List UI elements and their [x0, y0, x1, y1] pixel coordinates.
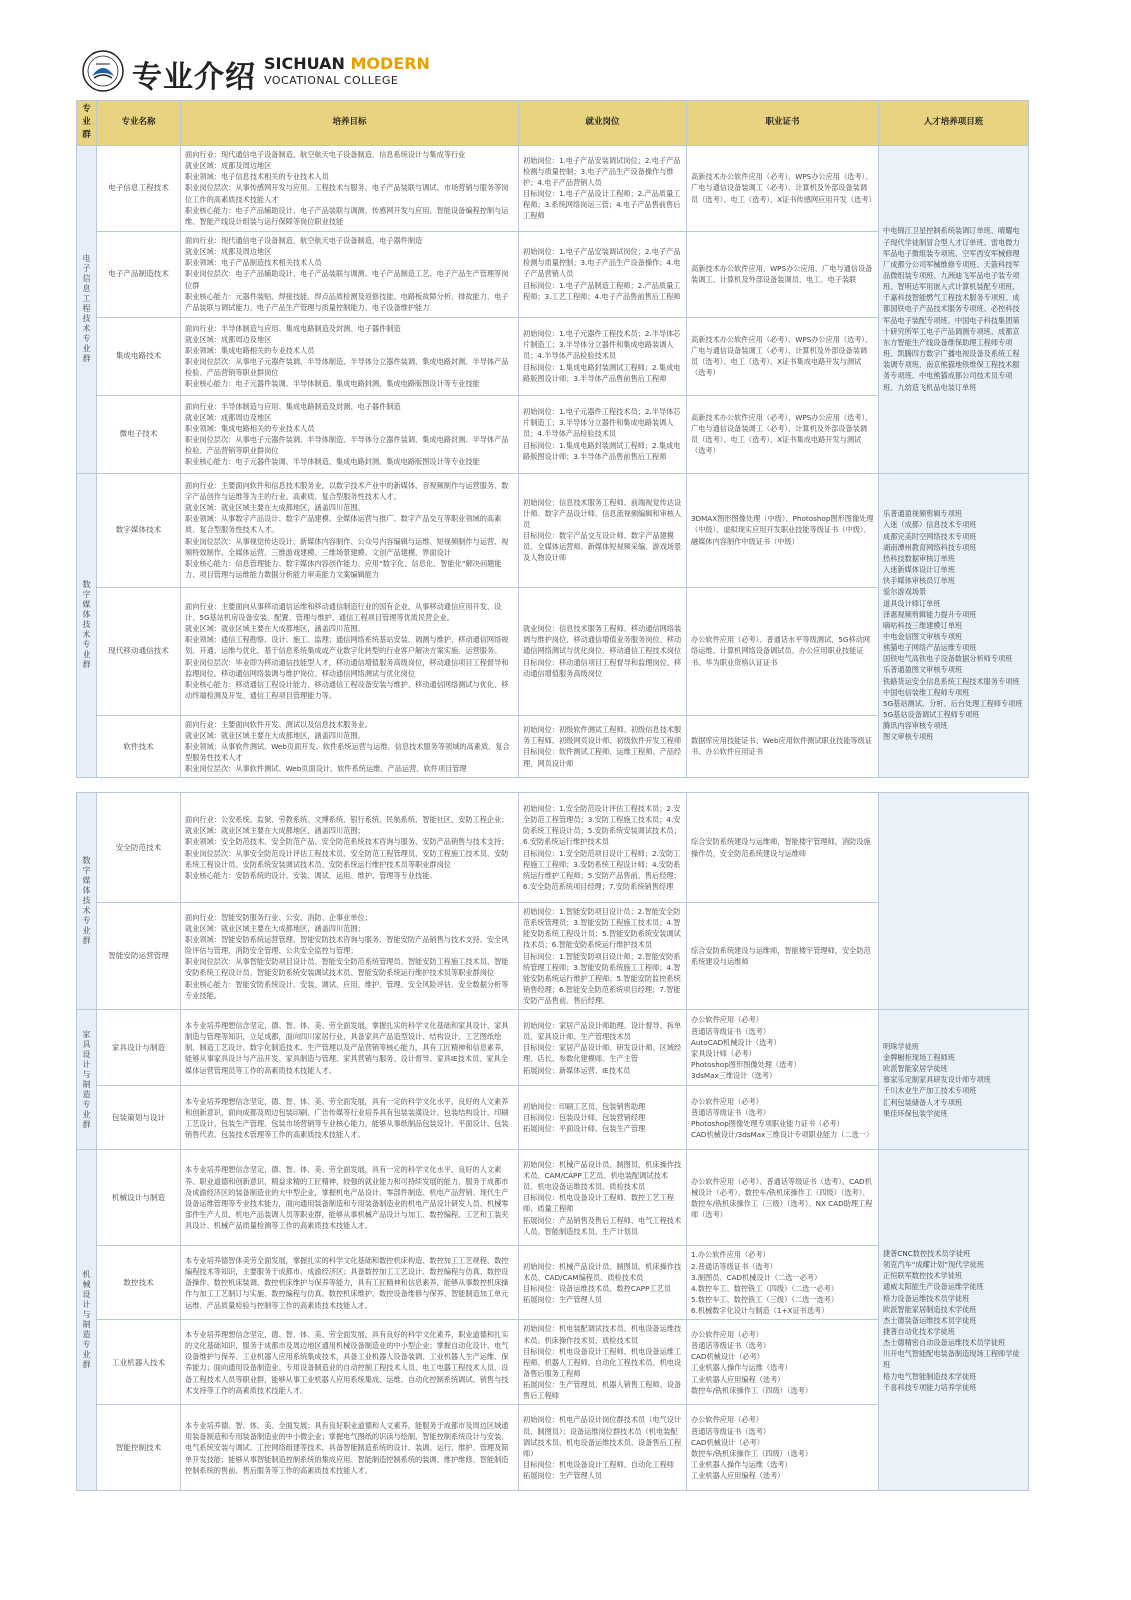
col-header-projects: 人才培养项目班: [879, 101, 1029, 146]
project-class-cell: 中电锦江卫星控制系统装调订单班、晴耀电子现代学徒制冒合型人才订单班、雷电微力军品电子微组装专项班、空军西安军械修理厂成都分公司军械维修专项班、天箭科技军品微组装专项班、九洲迪飞军品电子装专项班、智明达军用嵌入式计算机装配专项班、千嘉科技智能燃气工程技术服务专项班、成都国铁电子产品技术服务专项班、必控科技军品电子装配专项班、中国电子科技集团第十研究所军工电子产品调测专项班、成都京东方智能生产线设备维保助理工程师专项班、凯腾四方数字广播电视设备及系统工程装调专项班、南京熊猫地铁维保工程技术服务专项班、中电熊猫成都公司技术员专项班、九幼造飞机品电装订单班: [879, 145, 1029, 473]
major-name: 现代移动通信技术: [97, 587, 181, 715]
major-name: 数控技术: [97, 1246, 181, 1320]
major-goal: 面向行业：主要面向软件开发、测试以及信息技术服务业。 就业区域：就业区域主要在大成都地区，涵盖四川范围。 职业领域：从事软件测试、Web页面开发、软件系统运营与运维、信息技术服务等领域的高素质、复合型服务性技术人才 职业岗位层次：从事软件测试、Web页面设计、软件系统运维、产品运营、软件项目管理: [181, 715, 519, 778]
table-row: [77, 145, 1029, 231]
group-cell-mech: 机械设计与制造专业群: [77, 1150, 97, 1491]
major-goal: 面向行业：公安系统、监狱、劳教系统、文博系统、银行系统、民航系统、智能社区、安防工程企业； 就业区域：就业区域主要在大成都地区，涵盖四川范围； 职业领域：安全防范技术、安全防范产品、安全防范系统技术咨询与服务、安防产品销售与技术支持； 职业岗位层次：从事安全防范设计评估工程技术员、安全防范工程管理员、安防工程施工技术员、安防系统工程设计员、安防系统安装调试技术员、安防系统运行维护技术员等职业群岗位 职业核心能力：安防系统的设计、安装、调试、运用、维护、管理等专业技能。: [181, 793, 519, 903]
col-header-cert: 职业证书: [687, 101, 879, 146]
table-row: [77, 473, 1029, 587]
major-jobs: 初始岗位：机械产品设计员、制图员、机床操作技术员、CAM/CAPP工艺员、机电装配调试技术员、机电设备运维技术员、质检技术员 目标岗位：机电设备设计工程师、数控工艺工程师、质量工程师 拓展岗位：产品销售及售后工程师、电气工程技术人员、智能制造技术员、生产计划员: [519, 1150, 687, 1246]
major-goal: 面向行业：半导体制造与应用、集成电路制造及封测、电子器件制造 就业区域：成都周边及地区 职业领域：集成电路相关的专业技术人员 职业岗位层次：从事电子元器件装调、半导体制造、半导体分立器件装调、集成电路封测、半导体产品检验、产品营销等职业群岗位 职业核心能力：电子元器件装调、半导体制造、集成电路封测、集成电路版图设计等专业技能: [181, 317, 519, 395]
major-jobs: 初始岗位：机电装配调试技术员、机电设备运维技术员、机床操作技术员、质检技术员 目标岗位：机电设备设计工程师、机电设备运维工程师、机器人工程师、自动化工程技术员、机电设备售后服务工程师 拓展岗位：生产管理员、机器人销售工程师、设备售后工程师: [519, 1320, 687, 1405]
major-goal: 本专业培养理想信念坚定，德、智、体、美、劳全面发展，具有一定的科学文化水平，良好的人文素养、职业道德和创新意识，精益求精的工匠精神，较强的就业能力和可持续发展的能力，服务于成都市及成渝经济区的装备制造业的大中型企业，掌握机电产品设计、零部件制造、机电产品营销、现代生产设备运维管理等专业技术能力，面向通用装备制造和专用装备制造业的机电产品设计研发人员、机械零部件生产人员、机电产品装调人员等职业群，能够从事机械产品设计与加工、数控编程、工艺和工装夹具设计、机械产品质量检测等工作的高素质技术技能人才。: [181, 1150, 519, 1246]
college-subtitle-en: VOCATIONAL COLLEGE: [264, 74, 399, 87]
college-name-part2: MODERN: [350, 54, 430, 73]
major-name: 电子产品制造技术: [97, 231, 181, 317]
major-cert: 办公软件应用（必考）、普通话水平等级测试、5G移动网络运维、计算机网络设备调试员、办公应用职业技能证书、华为职业资格认证证书: [687, 587, 879, 715]
major-cert: 数据库应用技能证书、Web应用软件测试职业技能等级证书、办公软件应用证书: [687, 715, 879, 778]
major-cert: 综合安防系统建设与运维师，智能楼宇管理师，消防设施操作员，安全防范系统建设与运维师: [687, 793, 879, 903]
major-name: 工业机器人技术: [97, 1320, 181, 1405]
major-cert: 办公软件应用（必考） 普通话等级证书（选考） CAD机械设计（必考） 数控车/铣机床操作工（四级）（选考） 工业机器人操作与运维（选考） 工业机器人应用编程（选考）: [687, 1405, 879, 1491]
major-jobs: 初始岗位：印刷工艺员、包装销售助理 目标岗位：包装设计师、包装营销经理 拓展岗位：平面设计师、包装生产管理: [519, 1086, 687, 1150]
project-class-cell: 乐普通盈视频剪辑专项班 入迷（成都）信息技术专项班 成都完美时空网络技术专项班 湖南潭州教育网络科技专项班 热科技数据审核订单班 入迷新媒体设计订单班 快手媒体审核员订单班 爱尔游戏场景 道具设计师订单班 泽惠视频剪辑能力提升专项班 嘀咕科技三维建模订单班 中电金信图文审核专项班 熊猫电子网络产品运维专项班 国铁电气高铁电子设备数据分析师专项班 乐普通盈图文审核专项班 铁路货运安全信息系统工程技术服务专项班 中国电信装维工程师专项班 5G基站测试、分析、后台处理工程师专项班 5G基站设备调试工程师专项班 腾讯内容审核专项班 图文审核专项班: [879, 473, 1029, 778]
table-header-row: [77, 101, 1029, 146]
college-name-en: [264, 54, 430, 73]
major-name: 智能安防运营管理: [97, 903, 181, 1010]
major-name: 安全防范技术: [97, 793, 181, 903]
major-jobs: 初始岗位：1.电子元器件工程技术员；2.半导体芯片制造工；3.半导体分立器件和集成电路装调人员；4.半导体产品检验技术员 目标岗位：1.集成电路封装测试工程师；2.集成电路版图设计师；3.半导体产品售前售后工程师: [519, 395, 687, 473]
table-row: [77, 1150, 1029, 1246]
major-name: 数字媒体技术: [97, 473, 181, 587]
major-cert: 高新技术办公软件应用、WPS办公应用、广电与通信设备装调工、计算机及外部设备装调员、电工、电子装联: [687, 231, 879, 317]
page-title: 专业介绍: [132, 60, 256, 95]
major-jobs: 初始岗位：1.电子产品安装调试岗位；2.电子产品检测与质量控制；3.电子产品生产设备操作；4.电子产品营销人员 目标岗位：1.电子产品制造工程师；2.产品质量工程师；3.工艺工程师；4.电子产品售前售后工程师: [519, 231, 687, 317]
major-goal: 面向行业：主要面向软件和信息技术服务业，以数字技术产业中的新媒体、音视频制作与运营服务、数字产品创作与运维等为主的行业。高素质、复合型服务性技术人才。 就业区域：就业区域主要在大成都地区，涵盖四川范围。 职业领域：从事数字产品设计、数字产品建模、全媒体运营与推广、数字产品交互等职业领域的高素质、复合型服务性技术人才。 职业岗位层次：从事视觉传达设计、新媒体内容制作、公众号内容编辑与运维、短视频制作与运营、视频特效制作、全媒体运营、三维游戏建模、三维场景建模、文创产品建模、界面设计 职业核心能力：信息管理能力、数字媒体内容创作能力、应用“数字化、信息化、智能化”解决问题能力、项目管理与运维能力数据分析能力审美能力文案编辑能力: [181, 473, 519, 587]
major-jobs: 初始岗位：机电产品设计岗位群技术员（电气设计员、制图员）；设备运维岗位群技术员（机电装配调试技术员、机电设备运维技术员、设备售后工程师） 目标岗位：机电设备设计工程师、自动化工程师 拓展岗位：生产管理人员: [519, 1405, 687, 1491]
college-logo-icon: [82, 50, 124, 92]
major-name: 机械设计与制造: [97, 1150, 181, 1246]
major-cert: 高新技术办公软件应用（必考）、WPS办公应用（选考）、广电与通信设备装调工（必考）、计算机及外部设备装调员（选考）、电工（选考）、X证书集成电路开发与测试（选考）: [687, 395, 879, 473]
major-goal: 本专业培养理想信念坚定，德、智、体、美、劳全面发展，具有良好的科学文化素养，职业道德和扎实的文化基础知识，服务于成都市及周边地区通用机械设备制造业的中小型企业；掌握自动化设计、电气设备维护与保养、工业机器人应用系统集成技术，具备工业机器人设备装调、工业机器人生产运维、保养能力；面向通用设备制造业、专用设备制造业的自动控制工程技术人员、电工电器工程技术人员、设备工程技术人员等职业群，能够从事工业机器人应用系统集成、运维、自动化控制系统调试、销售与技术支持等工作的高素质技术技能人才。: [181, 1320, 519, 1405]
major-name: 家具设计与制造: [97, 1010, 181, 1086]
project-class-cell: 明珠学徒班 金牌橱柜现场工程师班 欧派智能家居学徒班 慕家乐定制家具研发设计师专项班 千川木业生产加工技术专项班 汇利包装储备人才专项班 果佳环保包装学徒班: [879, 1010, 1029, 1150]
majors-table-bottom: [76, 792, 1029, 1491]
major-jobs: 初始岗位：1.智能安防项目设计员；2.智能安全防范系统管理员；3.智能安防工程施工技术员；4.智能安防系统工程设计员；5.智能安防系统安装调试技术员；6.智能安防系统运行维护技术员 目标岗位：1.智能安防项目设计师；2.智能安防系统管理工程师；3.智能安防系统施工工程师；4.智能安防系统运行维护工程师；5.智能安防监控系统销售经理；6.智能安全防范系统项目经理；7.智能安防产品售前、售后经理。: [519, 903, 687, 1010]
col-header-name: 专业名称: [97, 101, 181, 146]
major-jobs: 初始岗位：初级软件测试工程师、初级信息技术服务工程师、初级网页设计师、初级软件开发工程师 目标岗位：软件测试工程师、运维工程师、产品经理、网页设计师: [519, 715, 687, 778]
project-class-cell: 捷普CNC数控技术员学徒班 领克汽车“成耀计划”现代学徒班 正恒联军数控技术学徒班 通威太阳能生产设备运维学徒班 格力设备运维技术员学徒班 欧派智能家居制造技术学徒班 杰士德装备运维技术员学徒班 捷普自动化技术学徒班 杰士德精密自动设备运维技术员学徒班 川开电气智能配电装备制造现场工程师学徒班 格力电气智能制造技术学徒班 千喜科技专项能力培养学徒班: [879, 1150, 1029, 1491]
table-row: [77, 1010, 1029, 1086]
major-cert: 综合安防系统建设与运维师，智能楼宇管理师，安全防范系统建设与运维师: [687, 903, 879, 1010]
major-jobs: 就业岗位：信息技术服务工程师、移动通信网络装调与维护岗位、移动通信增值业务服务岗位、移动通信网络测试与优化岗位、移动通信工程技术岗位 目标岗位：移动通信项目工程督导和监理岗位、移动通信增值服务高级岗位: [519, 587, 687, 715]
major-name: 微电子技术: [97, 395, 181, 473]
major-name: 电子信息工程技术: [97, 145, 181, 231]
major-goal: 本专业培养德、智、体、美、全面发展；具有良好职业道德和人文素养，能服务于成都市及周边区域通用装备制造和专用装备制造业的中小微企业；掌握电气图纸的识读与绘制、智能控制系统设计与安装、电气系统安装与调试、工控网络组建等技术，具备智能制造系统的设计、装调、运行、维护、管理及简单开发技能；能够从事智能制造控制系统的集成应用、智能制造控制系统的装调、维护维修、智能制造控制系统的售前、售后服务等工作的高素质技术技能人才。: [181, 1405, 519, 1491]
major-cert: 高新技术办公软件应用（必考）、WPS办公应用（选考）、广电与通信设备装调工（必考）、计算机及外部设备装调员（选考）、电工（选考）、X证书传感网应用开发（选考）: [687, 145, 879, 231]
major-jobs: 初始岗位：家居产品设计师助理、设计督导、拆单员、家具设计师、生产管理技术员 目标岗位：家居产品设计师、研发设计师、区域经理、店长、参数化建模师、生产主管 拓展岗位：新媒体运营、IE技术员: [519, 1010, 687, 1086]
major-cert: 办公软件应用（必考） 普通话等级证书（选考） Photoshop图像处理专项职业能力证书（必考） CAD机械设计/3dsMax三维设计专项职业能力（二选一）: [687, 1086, 879, 1150]
major-goal: 面向行业：智能安防服务行业、公安、消防、企事业单位； 就业区域：就业区域主要在大成都地区，涵盖四川范围； 职业领域：智能安防系统运营管理、智能安防技术咨询与服务、智能安防产品销售与技术支持、安全风险评估与管理、消防安全管理、公共安全监控与管理； 职业岗位层次：从事智能安防项目设计员、智能安全防范系统管理员、智能安防工程施工技术员、智能安防系统工程设计员、智能安防系统安装调试技术员、智能安防系统运行维护技术员等职业群岗位 职业核心能力：智能安防系统设计、安装、调试、应用、维护、管理、安全风险评估、安全数据分析等专业技能。: [181, 903, 519, 1010]
major-cert: 办公软件应用（必考） 普通话等级证书（选考） AutoCAD机械设计（选考） 家具设计师（必考） Photoshop图形图像处理（选考） 3dsMax三维设计（选考）: [687, 1010, 879, 1086]
group-cell-digital-2: 数字媒体技术专业群: [77, 793, 97, 1010]
major-cert: 办公软件应用（必考） 普通话等级证书（选考） CAD机械设计（必考） 工业机器人操作与运维（选考） 工业机器人应用编程（选考） 数控车/铣机床操作工（四级）（选考）: [687, 1320, 879, 1405]
major-cert: 1.办公软件应用（必考） 2.普通话等级证书（选考） 3.制图员、CAD机械设计（二选一必考） 4.数控车工、数控铣工（四级）（二选一必考） 5.数控车工、数控铣工（三级）（二选一选考） 6.机械数字化设计与制造（1+X证书选考）: [687, 1246, 879, 1320]
major-name: 软件技术: [97, 715, 181, 778]
group-cell-electronic: 电子信息工程技术专业群: [77, 145, 97, 473]
major-cert: 3DMAX图形图像处理（中级）、Photoshop图形图像处理（中级）、虚拟现实应用开发职业技能等级证书（中级）、融媒体内容制作中级证书（中级）: [687, 473, 879, 587]
major-name: 包装策划与设计: [97, 1086, 181, 1150]
major-jobs: 初始岗位：1.安全防范设计评估工程技术员；2.安全防范工程管理员；3.安防工程施工技术员；4.安防系统工程设计员；5.安防系统安装调试技术员；6.安防系统运行维护技术员 目标岗位：1.安全防范项目设计工程师；2.安防工程施工工程师；3.安防系统工程设计师；4.安防系统运行维护工程师；5.安防产品售前、售后经理；6.安全防范系统项目经理；7.安防系统销售经理: [519, 793, 687, 903]
page-header: [82, 48, 782, 94]
major-jobs: 初始岗位：机械产品设计员、制图员、机床操作技术员、CAD/CAM编程员、质检技术员 目标岗位：设备运维技术员、数控CAPP工艺员 拓展岗位：生产管理人员: [519, 1246, 687, 1320]
college-name-part1: SICHUAN: [264, 54, 345, 73]
col-header-jobs: 就业岗位: [519, 101, 687, 146]
major-cert: 办公软件应用（必考）、普通话等级证书（选考）、CAD机械设计（必考）、数控车/铣机床操作工（四级）（选考）、数控车/铣机床操作工（三级）（选考）、NX CAD助理工程师（选考）: [687, 1150, 879, 1246]
major-goal: 面向行业：主要面向从事移动通信运维和移动通信制造行业的国有企业，从事移动通信应用开发、设计、5G基站机房设备安装、配置、管理与维护、通信工程项目管理等优质民营企业。 就业区域：就业区域主要在大成都地区，涵盖四川范围。 职业领域：通信工程勘察、设计、施工、监理；通信网络系统基站安装、调测与维护、移动通信网络规划、开通、运维与优化，基于信息系统集成或产业数字化转型的行业客户解决方案实施、运营服务。 职业岗位层次：毕业即为移动通信技能型人才，移动通信增值服务高级岗位，移动通信项目工程督导和监理岗位、移动通信网络装调与维护岗位、移动通信网络测试与优化岗位 职业核心能力：移动通信工程设计能力、移动通信工程设备安装与维护、移动通信网络测试与优化、移动终端检测及开发、通信工程项目管理能力等。: [181, 587, 519, 715]
major-goal: 本专业培养理想信念坚定，德、智、体、美、劳全面发展，掌握扎实的科学文化基础和家具设计、家具制造与管理等知识，立足成都，面向四川家居行业，具备家具产品造型设计、结构设计、工艺图纸绘制、制造工艺设计、数字化制造技术、生产管理以及产品营销等核心能力，具有工匠精神和信息素养，能够从事家具设计与产品开发、家具制造与管理、家具营销与服务、设计督导、家具IE技术员、家具全媒体运营管理员等工作的高素质技术技能人才。: [181, 1010, 519, 1086]
major-goal: 面向行业：现代通信电子设备制造、航空航天电子设备制造、信息系统设计与集成等行业 就业区域：成都及周边地区 职业领域：电子信息技术相关的专业技术人员 职业岗位层次：从事传感网开发与应用、工程技术与服务、电子产品装联与调试、市场营销与服务等岗位工作的高素质技术技能人才 职业核心能力：电子产品辅助设计、电子产品装联与调测、传感网开发与应用、智能设备编程控制与运维、智能产线设计组装与运行保障等岗位职业技能: [181, 145, 519, 231]
col-header-goal: 培养目标: [181, 101, 519, 146]
major-goal: 本专业培养德智体美劳全面发展，掌握扎实的科学文化基础和数控机床构造、数控加工工艺规程、数控编程技术等知识，主要服务于成都市、成渝经济区；具备数控加工工艺设计、数控编程与仿真、数控设备操作、数控机床装调、数控机床维护与保养等能力，具有工匠精神和信息素养，能够从事数控机床操作与加工工艺制订与实施、数控编程与仿真、数控机床维护、数控设备维修与保养、智能制造加工单元运维、产品质量检验与控制等工作的高素质技术技能人才。: [181, 1246, 519, 1320]
major-jobs: 初始岗位：1.电子元器件工程技术员；2.半导体芯片制造工；3.半导体分立器件和集成电路装调人员；4.半导体产品检验技术员 目标岗位：1.集成电路封装测试工程师；2.集成电路版图设计师；3.半导体产品售前售后工程师: [519, 317, 687, 395]
table-row: [77, 793, 1029, 903]
major-cert: 高新技术办公软件应用（必考）、WPS办公应用（选考）、广电与通信设备装调工（必考）、计算机及外部设备装调员（选考）、电工（选考）、X证书集成电路开发与测试（选考）: [687, 317, 879, 395]
major-jobs: 初始岗位：信息技术服务工程师、前端视觉传达设计师、数字产品设计师、信息流视频编辑和审核人员 目标岗位：数字产品交互设计师、数字产品建模员、全媒体运营师、新媒体短视频采编、游戏场景及人物设计师: [519, 473, 687, 587]
group-cell-furniture: 家具设计与制造专业群: [77, 1010, 97, 1150]
major-name: 集成电路技术: [97, 317, 181, 395]
major-goal: 面向行业：半导体制造与应用、集成电路制造及封测、电子器件制造 就业区域：成都周边及地区 职业领域：集成电路相关的专业技术人员 职业岗位层次：从事电子元器件装调、半导体制造、半导体分立器件装调、集成电路封测、半导体产品检验、产品营销等职业群岗位 职业核心能力：电子元器件装调、半导体制造、集成电路封测、集成电路版图设计等专业技能: [181, 395, 519, 473]
majors-table-top: [76, 100, 1029, 778]
col-header-group: 专业群: [77, 101, 97, 146]
major-goal: 本专业培养理想信念坚定，德、智、体、美、劳全面发展，具有一定的科学文化水平，良好的人文素养和创新意识，面向成都及周边包装印刷、广告传媒等行业培养具有包装装潢设计、包装结构设计、印刷工艺设计、包装生产管理、包装市场营销等专业核心能力，能够从事纸制品包装设计、平面设计、包装销售代表、包装技术管理等工作的高素质技术技能人才。: [181, 1086, 519, 1150]
project-class-cell-empty: [879, 793, 1029, 1010]
major-name: 智能控制技术: [97, 1405, 181, 1491]
major-jobs: 初始岗位：1.电子产品安装调试岗位；2.电子产品检测与质量控制；3.电子产品生产设备操作与维护；4.电子产品营销人员 目标岗位：1.电子产品设计工程师；2.产品质量工程师；3.系统网络岗运三管；4.电子产品售前售后工程师: [519, 145, 687, 231]
group-cell-digital: 数字媒体技术专业群: [77, 473, 97, 778]
major-goal: 面向行业：现代通信电子设备制造、航空航天电子设备制造、电子器件制造 就业区域：成都及周边地区 职业领域：电子产品制造技术相关技术人员 职业岗位层次：电子产品辅助设计、电子产品装联与调测、电子产品制造工艺、电子产品生产管理等岗位群 职业核心能力：元器件装贴、焊接技能、焊点品质检测及返修技能、电路板故障分析、排故能力、电子产品装联与调试能力、电子产品生产管理与质量控制能力、电子设备维护能力: [181, 231, 519, 317]
